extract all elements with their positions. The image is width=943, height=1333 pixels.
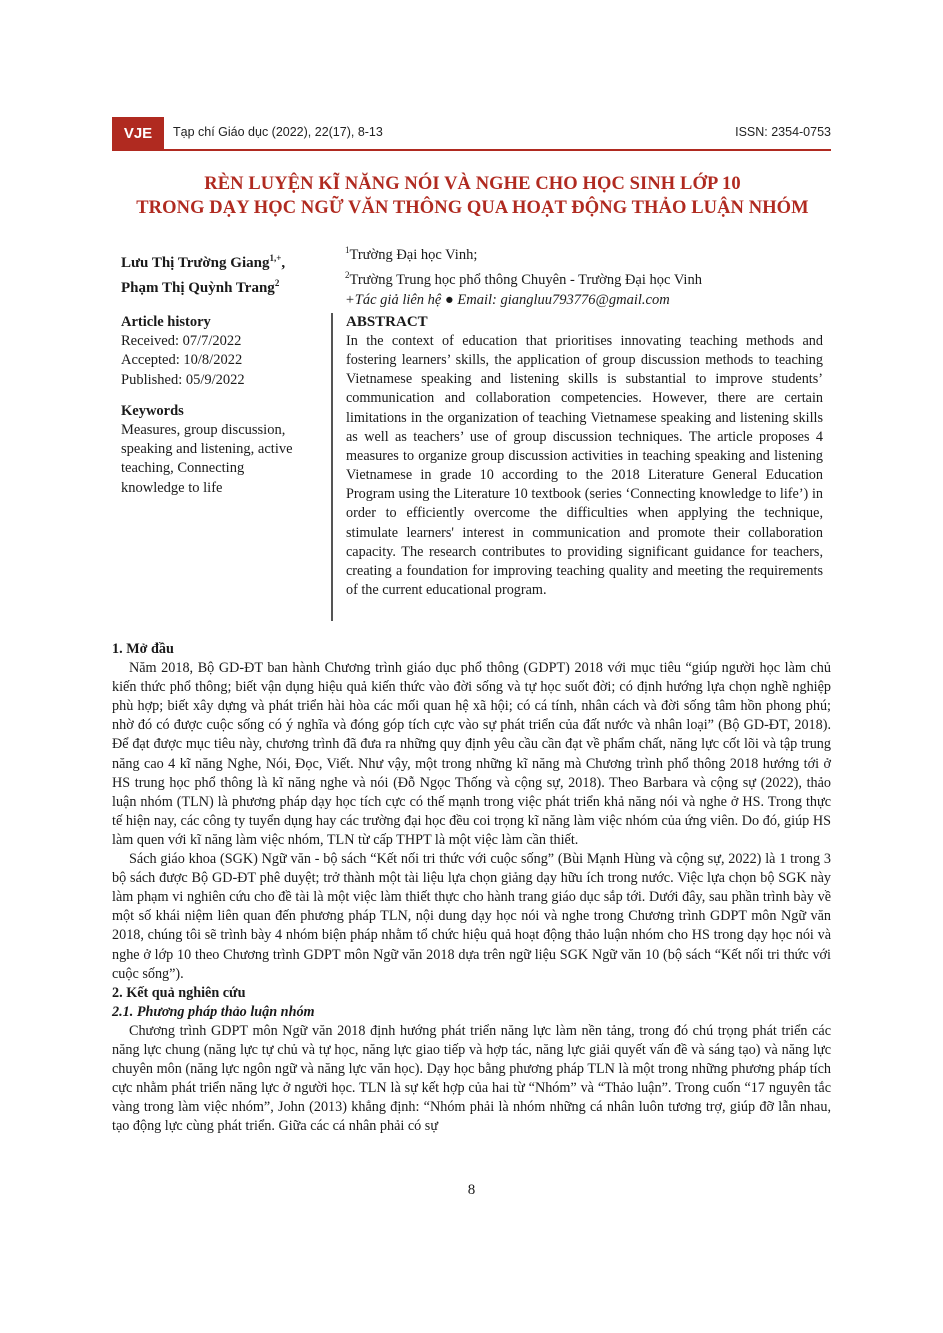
author-1: Lưu Thị Trường Giang$^{1,+}$, <box>121 253 286 271</box>
published-date: Published: 05/9/2022 <box>121 371 245 388</box>
issn: ISSN: 2354-0753 <box>735 125 831 139</box>
paragraph: Chương trình GDPT môn Ngữ văn 2018 định hướng phát triển năng lực làm nền tảng, trong đó chú trọng phát triển các năng lực chung (năng lực tự chủ và tự học, năng lực giao tiếp và hợp tác, năng lực giải quyết vấn đề và sáng tạo) và năng lực chuyên môn (năng lực ngôn ngữ và năng lực văn học). Dạy học bằng phương pháp TLN là một trong những phương pháp tích cực nhằm phát triển năng lực ở người học. TLN là sự kết hợp của hai từ “Nhóm” và “Thảo luận”. Trong cuốn “17 nguyên tắc vàng trong làm việc nhóm”, John (2013) khẳng định: “Nhóm phải là nhóm những cá nhân luôn tương trợ, giúp đỡ lẫn nhau, tạo động lực cùng phát triển. Giữa các cá nhân phải có sự <box>112 1022 831 1135</box>
keywords-heading: Keywords <box>121 402 184 419</box>
received-date: Received: 07/7/2022 <box>121 333 242 350</box>
header-rule <box>164 149 831 151</box>
section-heading: 1. Mở đầu <box>112 641 174 657</box>
paragraph: Sách giáo khoa (SGK) Ngữ văn - bộ sách “Kết nối tri thức với cuộc sống” (Bùi Mạnh Hùng và cộng sự, 2022) là 1 trong 3 bộ sách được Bộ GD-ĐT phê duyệt; trở thành một tài liệu lựa chọn giảng dạy hữu ích trong nước. Việc lựa chọn bộ SGK này làm phạm vi nghiên cứu cho đề tài là một việc làm thiết thực cho hành trang giáo dục sắp tới. Dưới đây, sau phần trình bày về một số khái niệm liên quan đến phương pháp TLN, nội dung dạy học nói và nghe trong Chương trình GDPT môn Ngữ văn 2018, chúng tôi sẽ trình bày 4 nhóm biện pháp nhằm tổ chức hiệu quả hoạt động thảo luận nhóm cho HS trong dạy học nói và nghe ở lớp 10 theo Chương trình GDPT môn Ngữ văn 2018 dựa trên ngữ liệu SGK Ngữ văn 10 (bộ sách “Kết nối tri thức với cuộc sống”). <box>112 851 831 982</box>
section-heading: 2. Kết quả nghiên cứu <box>112 984 246 1001</box>
article-body <box>112 640 831 1136</box>
title-line-2: TRONG DẠY HỌC NGỮ VĂN THÔNG QUA HOẠT ĐỘNG THẢO LUẬN NHÓM <box>136 198 809 218</box>
keywords-line: teaching, Connecting <box>121 460 245 477</box>
affiliation-2: $^2$Trường Trung học phổ thông Chuyên - Trường Đại học Vinh <box>345 269 702 288</box>
affiliation-1: $^1$Trường Đại học Vinh; <box>345 245 478 263</box>
abstract-text: In the context of education that prioritises innovating teaching methods and fostering learners’ skills, the application of group discussion methods to teaching Vietnamese speaking and listening skills is substantial to improve students’ communication and collaboration competencies. However, there are certain limitations in the organization of teaching Vietnamese speaking and listening skills as well as teachers’ use of group discussion techniques. The article proposes 4 measures to organize group discussion activities in teaching speaking and listening Vietnamese in grade 10 according to the 2018 Literature General Education Program using the Literature 10 textbook (series ‘Connecting knowledge to life’) in order to efficiently overcome the difficulties when applying the technique, stimulate learners' interest in communication and promote their collaboration capacity. The research contributes to providing significant guidance for teachers, creating a foundation for improving teaching quality and meeting the requirements of the current educational program. <box>346 333 823 599</box>
authors <box>121 248 285 298</box>
page-number: 8 <box>467 1182 476 1198</box>
paragraph: Năm 2018, Bộ GD-ĐT ban hành Chương trình giáo dục phổ thông (GDPT) 2018 với mục tiêu “giúp người học làm chủ kiến thức phổ thông; biết vận dụng hiệu quả kiến thức vào đời sống và tự học suốt đời; có định hướng lựa chọn nghề nghiệp phù hợp; biết xây dựng và phát triển hài hòa các mối quan hệ xã hội; có cá tính, nhân cách và đời sống tâm hồn phong phú; nhờ đó có được cuộc sống có ý nghĩa và đóng góp tích cực vào sự phát triển của đất nước và nhân loại” (Bộ GD-ĐT, 2018). Để đạt được mục tiêu này, chương trình đã đưa ra những quy định yêu cầu cần đạt về phẩm chất, năng lực cốt lõi và tập trung năng cao 4 kĩ năng Nghe, Nói, Đọc, Viết. Như vậy, một trong những kĩ năng mà Chương trình phổ thông 2018 hướng tới ở HS trung học phổ thông là kĩ năng nghe và nói (Đỗ Ngọc Thống và cộng sự, 2018). Theo Barbara và cộng sự (2022), thảo luận nhóm (TLN) là phương pháp dạy học tích cực có thế mạnh trong việc phát triển khả năng nói và nghe ở HS. Trong thực tế hiện nay, các công ty tuyển dụng hay các trường đại học đều coi trọng kĩ năng làm việc nhóm của ứng viên. Do đó, giúp HS làm quen với kĩ năng làm việc nhóm, TLN từ cấp THPT là một việc làm cần thiết. <box>112 660 831 848</box>
author-2: Phạm Thị Quỳnh Trang$^2$ <box>121 278 280 296</box>
journal-header <box>112 117 831 151</box>
abstract-box <box>331 313 823 621</box>
abstract-heading: ABSTRACT <box>346 314 428 330</box>
journal-logo: VJE <box>112 117 164 151</box>
article-info <box>121 313 321 498</box>
accepted-date: Accepted: 10/8/2022 <box>121 352 243 369</box>
keywords-line: speaking and listening, active <box>121 441 293 458</box>
subsection-heading: 2.1. Phương pháp thảo luận nhóm <box>112 1003 315 1020</box>
affiliations <box>345 240 702 310</box>
corresponding-author: +Tác giả liên hệ ● Email: giangluu793776@gmail.com <box>345 291 670 308</box>
keywords-line: knowledge to life <box>121 479 223 496</box>
history-heading: Article history <box>121 314 211 330</box>
keywords-line: Measures, group discussion, <box>121 422 286 439</box>
journal-citation: Tạp chí Giáo dục (2022), 22(17), 8-13 <box>173 125 383 139</box>
title-line-1: RÈN LUYỆN KĨ NĂNG NÓI VÀ NGHE CHO HỌC SINH LỚP 10 <box>204 174 741 194</box>
